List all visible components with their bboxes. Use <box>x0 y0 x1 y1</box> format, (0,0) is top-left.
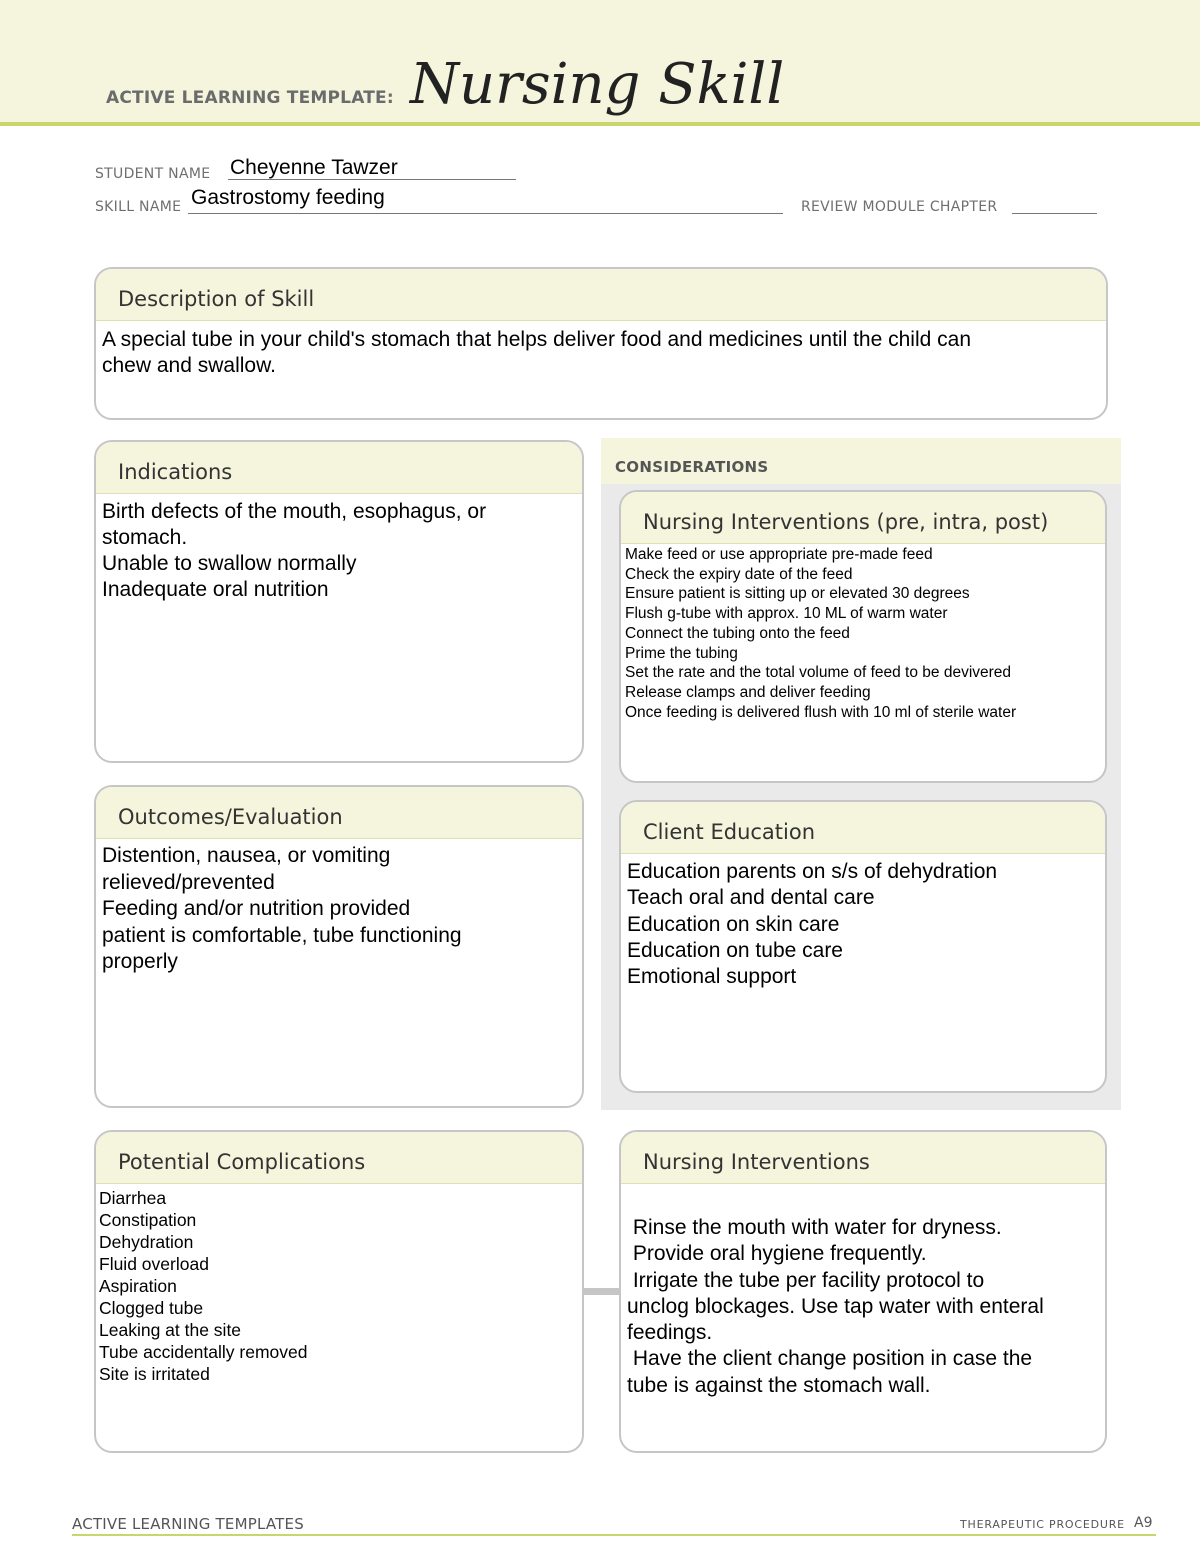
text-line: Dehydration <box>99 1232 194 1252</box>
text-line: patient is comfortable, tube functioning <box>102 923 462 947</box>
text-line: Constipation <box>99 1210 197 1230</box>
text-line: tube is against the stomach wall. <box>627 1373 931 1397</box>
text-line: Emotional support <box>627 965 797 989</box>
client-education-section <box>619 800 1107 1093</box>
outcomes-text[interactable] <box>102 843 574 976</box>
outcomes-section <box>94 785 584 1108</box>
skill-name-field[interactable]: Gastrostomy feeding <box>191 186 385 209</box>
review-chapter-field[interactable] <box>1012 213 1097 214</box>
text-line: Feeding and/or nutrition provided <box>102 897 411 920</box>
text-line: feedings. <box>627 1321 713 1345</box>
footer-left-label: ACTIVE LEARNING TEMPLATES <box>72 1515 304 1533</box>
text-line: Prime the tubing <box>625 644 738 662</box>
text-line: Tube accidentally removed <box>99 1342 308 1362</box>
indications-section <box>94 440 584 763</box>
student-name-label: STUDENT NAME <box>95 166 211 182</box>
section-connector <box>583 1288 621 1295</box>
template-label: ACTIVE LEARNING TEMPLATE: <box>106 88 394 108</box>
text-line: properly <box>102 950 178 973</box>
text-line: Unable to swallow normally <box>102 552 357 575</box>
text-line: Education parents on s/s of dehydration <box>627 860 998 883</box>
complications-title: Potential Complications <box>118 1150 366 1174</box>
description-title: Description of Skill <box>118 287 315 311</box>
text-line: Irrigate the tube per facility protocol to <box>627 1268 985 1292</box>
text-line: Have the client change position in case the <box>627 1347 1033 1371</box>
student-name-field[interactable]: Cheyenne Tawzer <box>230 156 398 179</box>
nursing-interventions-text[interactable] <box>627 1215 1097 1399</box>
outcomes-title: Outcomes/Evaluation <box>118 805 343 829</box>
complications-section <box>94 1130 584 1453</box>
nursing-interventions-section <box>619 1130 1107 1453</box>
text-line: Once feeding is delivered flush with 10 ml of sterile water <box>625 703 1017 721</box>
page-title: Nursing Skill <box>410 52 785 117</box>
indications-title: Indications <box>118 460 233 484</box>
text-line: Teach oral and dental care <box>627 886 875 910</box>
nursing-interventions-prepost-section <box>619 490 1107 783</box>
text-line: Fluid overload <box>99 1254 209 1274</box>
text-line: Birth defects of the mouth, esophagus, or <box>102 500 487 523</box>
indications-text[interactable] <box>102 499 574 603</box>
text-line: Aspiration <box>99 1276 177 1296</box>
client-education-text[interactable] <box>627 859 1097 990</box>
nursing-interventions-prepost-title: Nursing Interventions (pre, intra, post) <box>643 510 1049 534</box>
skill-name-line <box>188 213 783 214</box>
text-line: Release clamps and deliver feeding <box>625 683 871 701</box>
text-line: unclog blockages. Use tap water with enteral <box>627 1294 1044 1318</box>
skill-name-label: SKILL NAME <box>95 199 182 215</box>
text-line: Connect the tubing onto the feed <box>625 624 850 642</box>
text-line: Provide oral hygiene frequently. <box>627 1242 927 1266</box>
text-line: relieved/prevented <box>102 870 275 894</box>
text-line: Flush g-tube with approx. 10 ML of warm water <box>625 605 948 623</box>
text-line: Education on tube care <box>627 938 843 962</box>
nursing-interventions-prepost-text[interactable] <box>625 545 1097 722</box>
text-line: stomach. <box>102 526 188 549</box>
text-line: Set the rate and the total volume of feed to be devivered <box>625 664 1012 682</box>
footer-page-number: A9 <box>1134 1515 1153 1531</box>
text-line: Leaking at the site <box>99 1320 242 1340</box>
review-chapter-label: REVIEW MODULE CHAPTER <box>801 199 998 215</box>
text-line: Ensure patient is sitting up or elevated 30 degrees <box>625 585 970 603</box>
text-line: Inadequate oral nutrition <box>102 578 329 601</box>
text-line: Diarrhea <box>99 1188 167 1208</box>
footer-divider <box>72 1534 1156 1536</box>
text-line: Check the expiry date of the feed <box>625 565 853 583</box>
footer-right-label: THERAPEUTIC PROCEDURE <box>960 1518 1125 1531</box>
text-line: chew and swallow. <box>102 354 276 377</box>
text-line: A special tube in your child's stomach that helps deliver food and medicines until the child can <box>102 328 972 351</box>
text-line: Make feed or use appropriate pre-made feed <box>625 546 933 563</box>
text-line: Clogged tube <box>99 1298 204 1318</box>
description-section <box>94 267 1108 420</box>
text-line: Education on skin care <box>627 912 840 936</box>
nursing-interventions-title: Nursing Interventions <box>643 1150 870 1174</box>
text-line: Site is irritated <box>99 1364 210 1384</box>
text-line: Distention, nausea, or vomiting <box>102 844 391 867</box>
header-divider <box>0 122 1200 126</box>
complications-text[interactable] <box>99 1187 574 1385</box>
client-education-title: Client Education <box>643 820 816 844</box>
description-text[interactable] <box>102 327 1098 379</box>
text-line: Rinse the mouth with water for dryness. <box>627 1216 1002 1239</box>
considerations-label: CONSIDERATIONS <box>615 458 769 476</box>
